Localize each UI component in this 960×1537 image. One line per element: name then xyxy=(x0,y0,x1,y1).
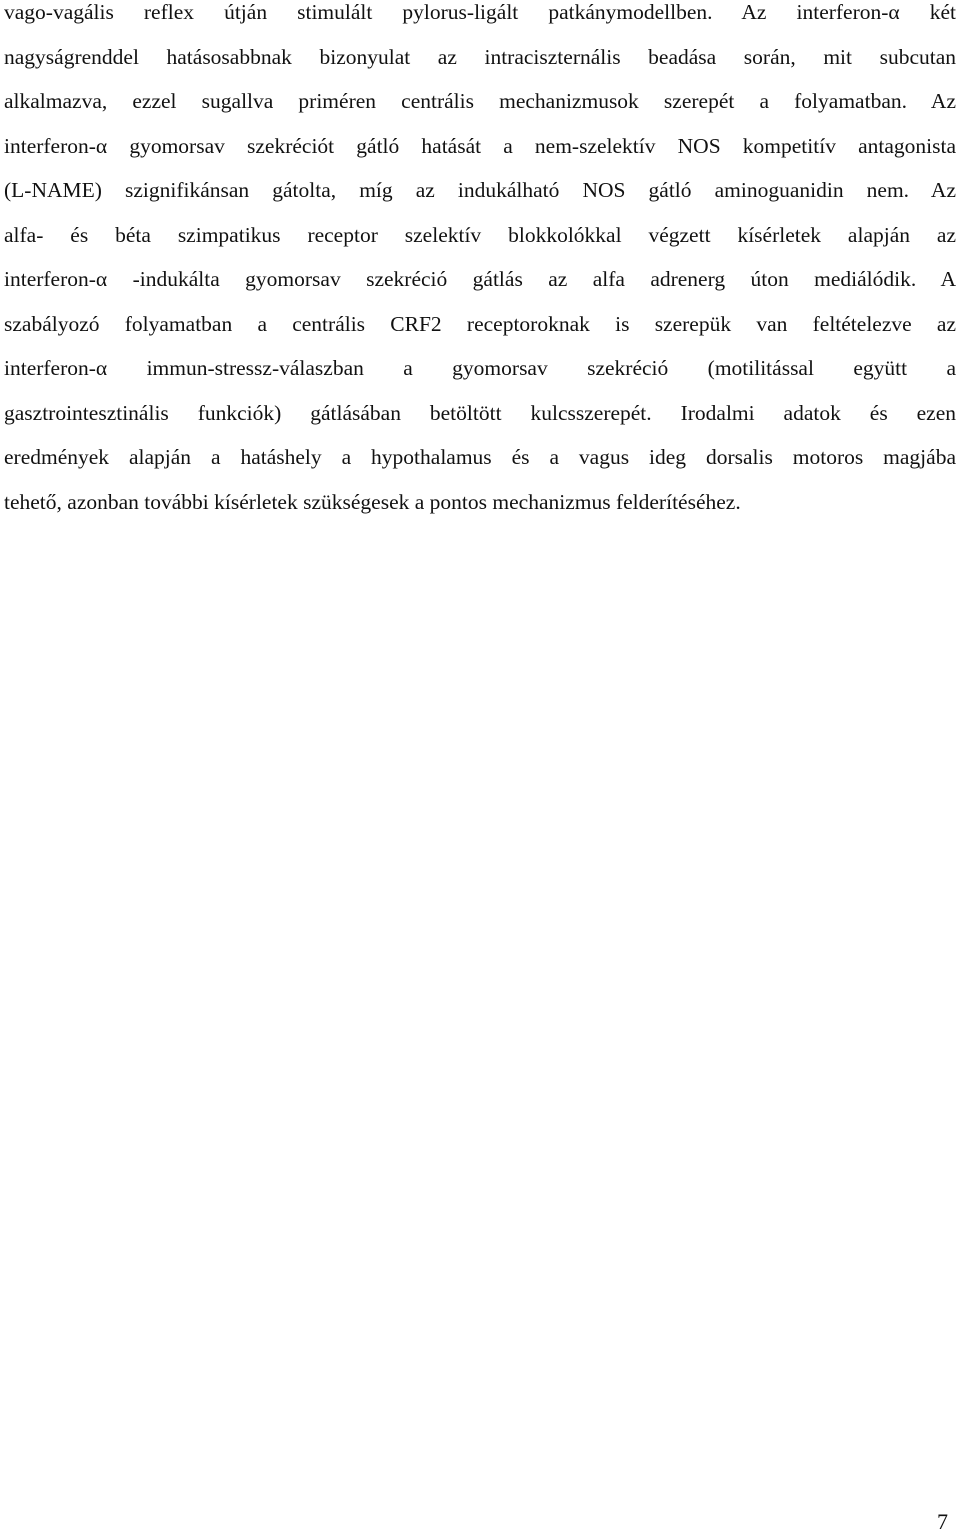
text-line: interferon-α immun-stressz-válaszban a gyomorsav szekréció (motilitással együtt a xyxy=(4,356,956,380)
body-paragraph xyxy=(4,0,956,524)
text-line: tehető, azonban további kísérletek szükségesek a pontos mechanizmus felderítéséhez. xyxy=(4,489,741,514)
text-line: (L-NAME) szignifikánsan gátolta, míg az indukálható NOS gátló aminoguanidin nem. Az xyxy=(4,178,956,202)
text-line: szabályozó folyamatban a centrális CRF2 receptoroknak is szerepük van feltételezve az xyxy=(4,311,956,336)
text-line: nagyságrenddel hatásosabbnak bizonyulat az intraciszternális beadása során, mit subcutan xyxy=(4,44,956,69)
text-line: alfa- és béta szimpatikus receptor szelektív blokkolókkal végzett kísérletek alapján az xyxy=(4,222,956,247)
text-line: interferon-α -indukálta gyomorsav szekréció gátlás az alfa adrenerg úton mediálódik. A xyxy=(4,267,956,291)
text-line: alkalmazva, ezzel sugallva priméren centrális mechanizmusok szerepét a folyamatban. Az xyxy=(4,89,956,113)
text-line: interferon-α gyomorsav szekréciót gátló hatását a nem-szelektív NOS kompetitív antagonista xyxy=(4,133,956,158)
page-number: 7 xyxy=(937,1509,948,1534)
text-line: vago-vagális reflex útján stimulált pylorus-ligált patkánymodellben. Az interferon-α két xyxy=(4,0,956,24)
text-line: eredmények alapján a hatáshely a hypothalamus és a vagus ideg dorsalis motoros magjába xyxy=(4,445,956,469)
text-line: gasztrointesztinális funkciók) gátlásában betöltött kulcsszerepét. Irodalmi adatok és ezen xyxy=(4,400,956,425)
